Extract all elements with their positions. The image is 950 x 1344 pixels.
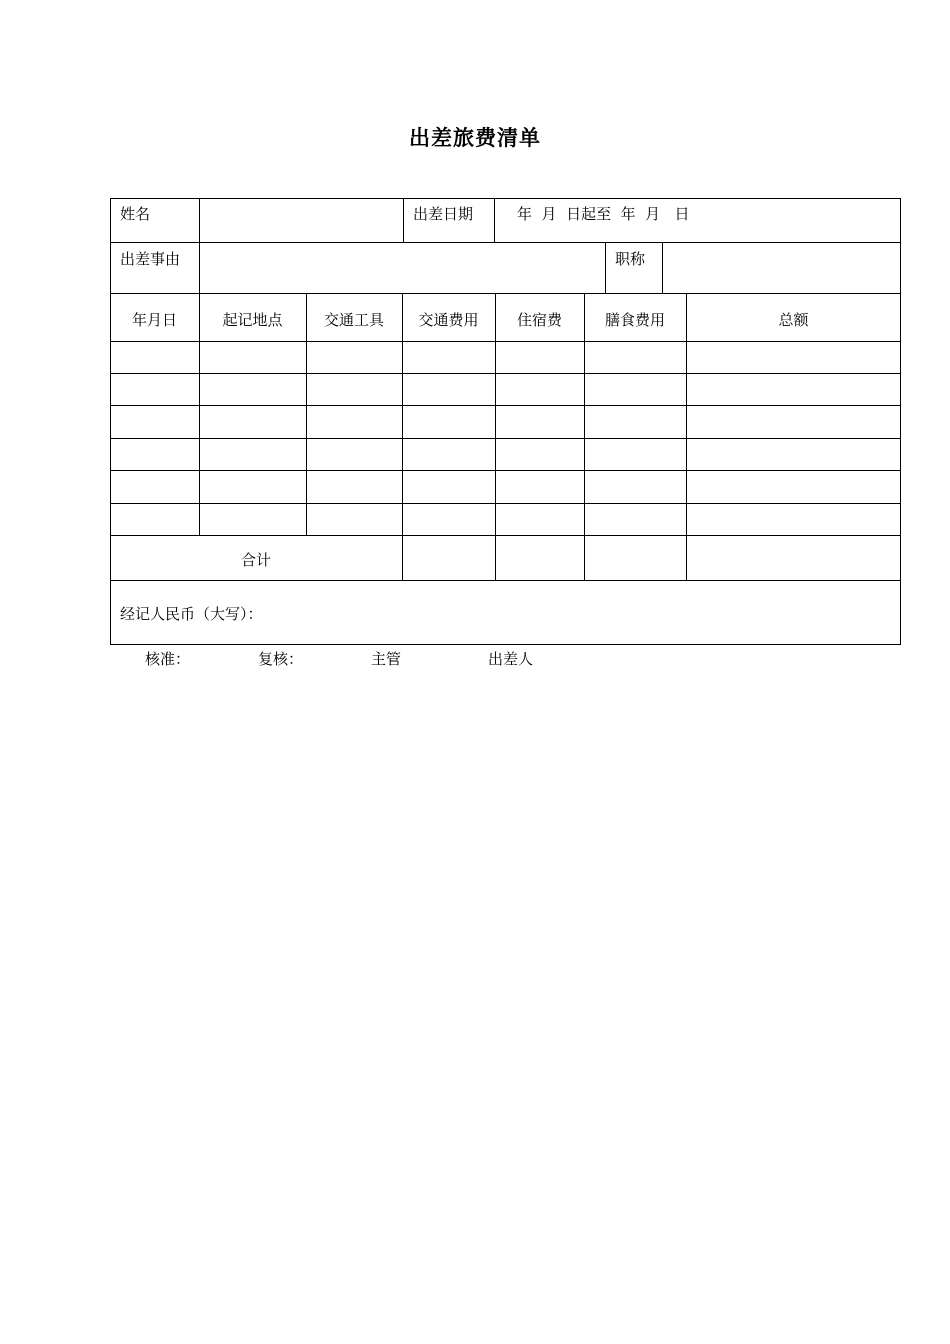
name-label: 姓名 bbox=[120, 205, 151, 223]
travel-reason-label: 出差事由 bbox=[120, 250, 181, 268]
table-cell[interactable] bbox=[200, 374, 306, 405]
table-cell[interactable] bbox=[496, 406, 584, 438]
table-cell[interactable] bbox=[687, 439, 900, 470]
travel-date-range[interactable]: 年 月 日起至 年 月 日 bbox=[517, 205, 690, 223]
table-cell[interactable] bbox=[585, 406, 686, 438]
table-cell[interactable] bbox=[111, 439, 199, 470]
travel-reason-field[interactable] bbox=[200, 243, 605, 293]
table-cell[interactable] bbox=[496, 374, 584, 405]
table-cell[interactable] bbox=[111, 374, 199, 405]
table-cell[interactable] bbox=[687, 342, 900, 373]
table-cell[interactable] bbox=[687, 406, 900, 438]
supervisor-label: 主管 bbox=[371, 650, 402, 668]
table-cell[interactable] bbox=[585, 374, 686, 405]
table-cell[interactable] bbox=[307, 374, 402, 405]
name-field[interactable] bbox=[200, 199, 403, 242]
table-cell[interactable] bbox=[403, 504, 495, 535]
table-cell[interactable] bbox=[403, 374, 495, 405]
table-cell[interactable] bbox=[403, 439, 495, 470]
total-lodging-cell[interactable] bbox=[496, 536, 584, 580]
table-cell[interactable] bbox=[200, 504, 306, 535]
table-cell[interactable] bbox=[403, 406, 495, 438]
col-divider bbox=[605, 242, 606, 293]
review-label: 复核： bbox=[258, 650, 304, 668]
column-header-lodging: 住宿费 bbox=[516, 311, 562, 329]
table-cell[interactable] bbox=[496, 504, 584, 535]
column-header-route: 起记地点 bbox=[222, 311, 283, 329]
table-cell[interactable] bbox=[687, 374, 900, 405]
job-title-label: 职称 bbox=[615, 250, 646, 268]
table-cell[interactable] bbox=[307, 471, 402, 503]
column-header-transport-cost: 交通费用 bbox=[418, 311, 479, 329]
table-cell[interactable] bbox=[496, 342, 584, 373]
table-cell[interactable] bbox=[403, 342, 495, 373]
table-cell[interactable] bbox=[585, 439, 686, 470]
table-cell[interactable] bbox=[111, 471, 199, 503]
row-divider bbox=[110, 293, 901, 294]
approve-label: 核准： bbox=[145, 650, 191, 668]
table-cell[interactable] bbox=[496, 471, 584, 503]
table-cell[interactable] bbox=[403, 471, 495, 503]
column-header-date: 年月日 bbox=[131, 311, 177, 329]
table-cell[interactable] bbox=[307, 439, 402, 470]
table-cell[interactable] bbox=[111, 406, 199, 438]
table-cell[interactable] bbox=[200, 342, 306, 373]
travel-date-label: 出差日期 bbox=[413, 205, 474, 223]
job-title-field[interactable] bbox=[663, 243, 900, 293]
page-title: 出差旅费清单 bbox=[409, 126, 541, 150]
table-cell[interactable] bbox=[687, 504, 900, 535]
column-header-total: 总额 bbox=[778, 311, 809, 329]
table-cell[interactable] bbox=[200, 406, 306, 438]
amount-in-words-field[interactable] bbox=[290, 581, 900, 644]
total-meals-cell[interactable] bbox=[585, 536, 686, 580]
total-label: 合计 bbox=[240, 551, 271, 569]
table-cell[interactable] bbox=[200, 471, 306, 503]
table-cell[interactable] bbox=[111, 504, 199, 535]
table-cell[interactable] bbox=[687, 471, 900, 503]
table-cell[interactable] bbox=[111, 342, 199, 373]
col-divider bbox=[403, 198, 404, 242]
table-cell[interactable] bbox=[585, 471, 686, 503]
table-cell[interactable] bbox=[585, 504, 686, 535]
total-transport-cost-cell[interactable] bbox=[403, 536, 495, 580]
column-header-transport: 交通工具 bbox=[323, 311, 384, 329]
table-cell[interactable] bbox=[585, 342, 686, 373]
traveler-label: 出差人 bbox=[488, 650, 534, 668]
table-cell[interactable] bbox=[200, 439, 306, 470]
table-cell[interactable] bbox=[496, 439, 584, 470]
table-cell[interactable] bbox=[307, 342, 402, 373]
column-header-meals: 膳食费用 bbox=[604, 311, 665, 329]
table-cell[interactable] bbox=[307, 406, 402, 438]
col-divider bbox=[494, 198, 495, 242]
amount-in-words-label: 经记人民币（大写）： bbox=[120, 605, 263, 623]
grand-total-cell[interactable] bbox=[687, 536, 900, 580]
table-cell[interactable] bbox=[307, 504, 402, 535]
